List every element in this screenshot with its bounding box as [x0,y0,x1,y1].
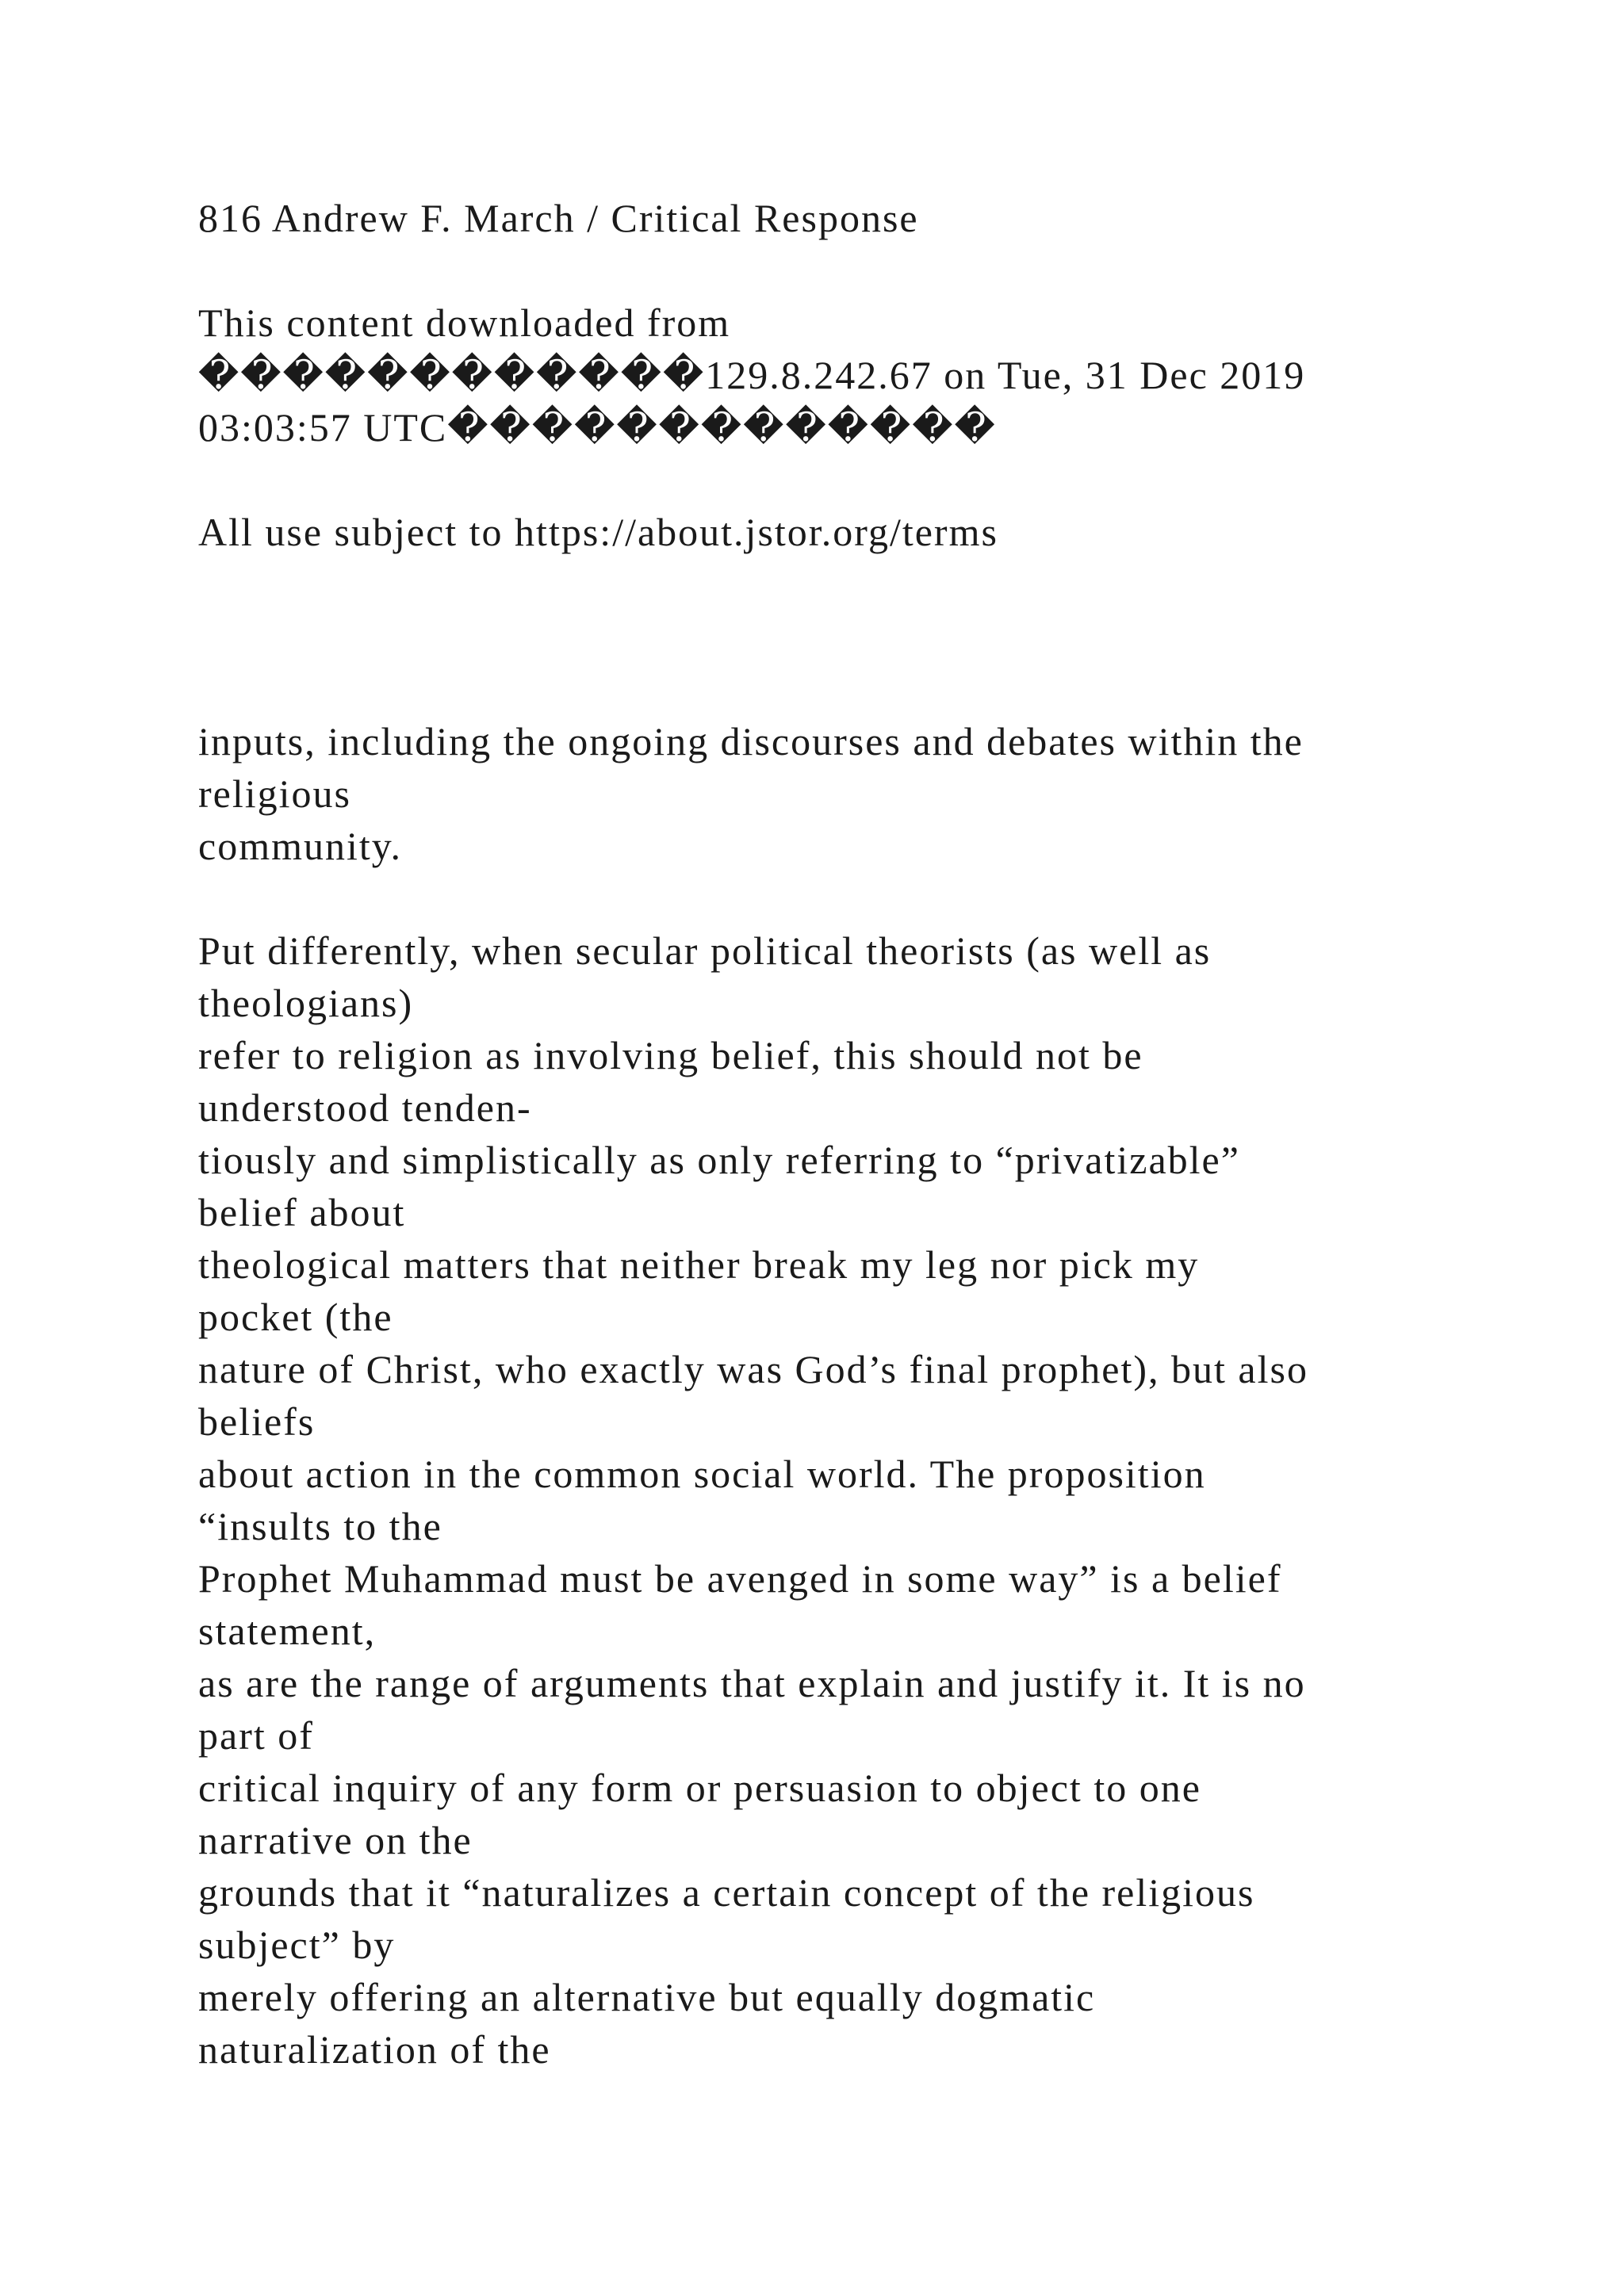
paragraph-2 [198,924,1507,2076]
text-line: grounds that it “naturalizes a certain concept of the religious [198,1870,1255,1915]
download-notice-line: This content downloaded from [198,300,731,345]
text-line: community. [198,824,403,868]
download-notice-line: ������������129.8.242.67 on Tue, 31 Dec 2019 [198,353,1306,397]
text-line: theologians) [198,981,414,1025]
text-line: narrative on the [198,1818,473,1862]
text-line: part of [198,1713,314,1758]
spacer [198,244,1507,297]
text-line: merely offering an alternative but equally dogmatic [198,1975,1096,2019]
text-line: about action in the common social world. The proposition [198,1452,1206,1496]
text-line: belief about [198,1190,406,1234]
text-line: nature of Christ, who exactly was God’s final prophet), but also [198,1347,1308,1391]
text-line: tiously and simplistically as only referring to “privatizable” [198,1138,1240,1182]
text-line: as are the range of arguments that explain and justify it. It is no [198,1661,1306,1705]
text-line: beliefs [198,1399,316,1444]
download-notice-line: 03:03:57 UTC������������� [198,405,997,450]
text-line: Put differently, when secular political theorists (as well as [198,928,1212,973]
paragraph-1 [198,715,1507,872]
text-line: critical inquiry of any form or persuasion to object to one [198,1766,1201,1810]
text-line: refer to religion as involving belief, this should not be [198,1033,1143,1077]
text-line: religious [198,771,351,816]
spacer [198,872,1507,924]
spacer [198,453,1507,506]
text-line: understood tenden- [198,1085,532,1130]
running-head: 816 Andrew F. March / Critical Response [198,196,919,240]
text-line: pocket (the [198,1295,393,1339]
text-line: naturalization of the [198,2027,551,2072]
document-page [198,192,1507,2076]
spacer [198,558,1507,715]
text-line: “insults to the [198,1504,442,1548]
text-line: Prophet Muhammad must be avenged in some way” is a belief [198,1556,1282,1601]
text-line: subject” by [198,1923,396,1967]
text-line: statement, [198,1609,377,1653]
text-line: inputs, including the ongoing discourses and debates within the [198,719,1304,763]
text-line: theological matters that neither break my leg nor pick my [198,1242,1200,1287]
terms-notice: All use subject to https://about.jstor.org/terms [198,510,998,554]
